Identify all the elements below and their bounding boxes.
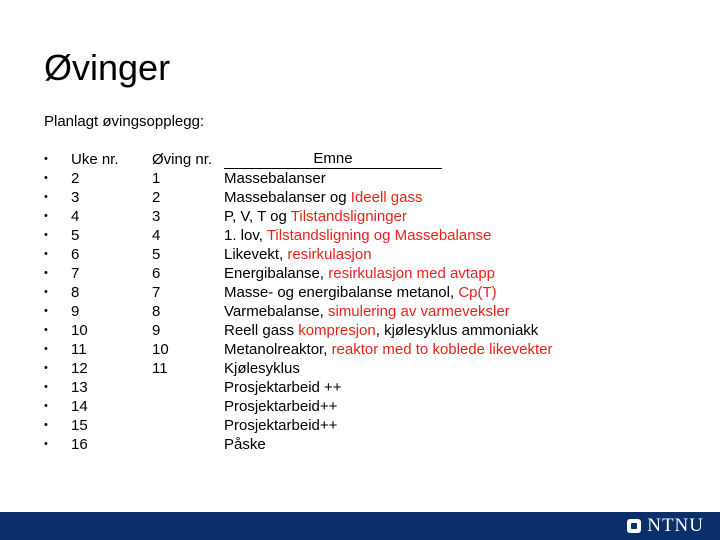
topic-segment: Reell gass bbox=[224, 322, 299, 339]
topic-segment: Massebalanser og bbox=[224, 189, 351, 206]
week-number: 16 bbox=[71, 436, 88, 453]
week-number: 8 bbox=[71, 284, 80, 301]
schedule-row bbox=[0, 359, 720, 378]
topic-text bbox=[224, 264, 495, 283]
header-week: Uke nr. bbox=[71, 151, 119, 168]
schedule-row bbox=[0, 188, 720, 207]
topic-segment: Masse- og energibalanse metanol, bbox=[224, 284, 459, 301]
exercise-number: 10 bbox=[152, 341, 169, 358]
exercise-number: 7 bbox=[152, 284, 161, 301]
week-number: 13 bbox=[71, 379, 88, 396]
ntnu-logo-icon bbox=[627, 519, 641, 533]
week-number: 6 bbox=[71, 246, 80, 263]
ntnu-logo-text: NTNU bbox=[647, 515, 704, 536]
footer-bar bbox=[0, 512, 720, 540]
bullet-icon: • bbox=[44, 419, 48, 431]
topic-text bbox=[224, 321, 538, 340]
schedule-row bbox=[0, 321, 720, 340]
topic-text bbox=[224, 340, 553, 359]
topic-highlight: resirkulasjon bbox=[287, 246, 372, 263]
slide-title: Øvinger bbox=[44, 47, 171, 88]
week-number: 2 bbox=[71, 170, 80, 187]
schedule-rows bbox=[0, 169, 720, 454]
schedule-row bbox=[0, 226, 720, 245]
topic-highlight: kompresjon bbox=[298, 322, 376, 339]
schedule-row bbox=[0, 302, 720, 321]
week-number: 15 bbox=[71, 417, 88, 434]
exercise-number: 2 bbox=[152, 189, 161, 206]
exercise-number: 3 bbox=[152, 208, 161, 225]
schedule-row bbox=[0, 169, 720, 188]
schedule-row bbox=[0, 207, 720, 226]
topic-highlight: Tilstandsligninger bbox=[290, 208, 407, 225]
bullet-icon: • bbox=[44, 324, 48, 336]
topic-segment: Varmebalanse, bbox=[224, 303, 328, 320]
bullet-icon: • bbox=[44, 153, 48, 165]
topic-text bbox=[224, 169, 326, 188]
topic-highlight: Tilstandsligning og Massebalanse bbox=[266, 227, 492, 244]
topic-segment: 1. lov, bbox=[224, 227, 267, 244]
topic-text bbox=[224, 283, 497, 302]
topic-highlight: resirkulasjon med avtapp bbox=[328, 265, 496, 282]
schedule-row bbox=[0, 245, 720, 264]
bullet-icon: • bbox=[44, 286, 48, 298]
exercise-number: 9 bbox=[152, 322, 161, 339]
exercise-number: 11 bbox=[152, 360, 168, 377]
schedule-row bbox=[0, 264, 720, 283]
topic-text bbox=[224, 397, 337, 416]
exercise-number: 6 bbox=[152, 265, 161, 282]
slide-subtitle: Planlagt øvingsopplegg: bbox=[44, 113, 205, 130]
topic-text bbox=[224, 207, 407, 226]
ntnu-logo bbox=[627, 515, 704, 537]
topic-segment: Prosjektarbeid++ bbox=[224, 417, 338, 434]
week-number: 5 bbox=[71, 227, 80, 244]
bullet-icon: • bbox=[44, 248, 48, 260]
schedule-row bbox=[0, 435, 720, 454]
week-number: 3 bbox=[71, 189, 80, 206]
topic-text bbox=[224, 378, 342, 397]
header-topic: Emne bbox=[224, 150, 442, 169]
week-number: 9 bbox=[71, 303, 80, 320]
topic-text bbox=[224, 245, 372, 264]
topic-text bbox=[224, 188, 422, 207]
bullet-icon: • bbox=[44, 172, 48, 184]
topic-segment: Likevekt, bbox=[224, 246, 288, 263]
topic-segment: Påske bbox=[224, 436, 266, 453]
topic-text bbox=[224, 359, 300, 378]
schedule-row bbox=[0, 340, 720, 359]
topic-segment: Energibalanse, bbox=[224, 265, 329, 282]
topic-highlight: Cp(T) bbox=[458, 284, 497, 301]
bullet-icon: • bbox=[44, 305, 48, 317]
week-number: 7 bbox=[71, 265, 80, 282]
schedule-row bbox=[0, 378, 720, 397]
week-number: 14 bbox=[71, 398, 88, 415]
exercise-schedule bbox=[0, 150, 720, 454]
bullet-icon: • bbox=[44, 381, 48, 393]
schedule-header-row bbox=[0, 150, 720, 169]
topic-text bbox=[224, 435, 266, 454]
bullet-icon: • bbox=[44, 343, 48, 355]
schedule-row bbox=[0, 283, 720, 302]
topic-highlight: Ideell gass bbox=[350, 189, 423, 206]
topic-text bbox=[224, 226, 491, 245]
week-number: 12 bbox=[71, 360, 88, 377]
exercise-number: 5 bbox=[152, 246, 161, 263]
bullet-icon: • bbox=[44, 362, 48, 374]
bullet-icon: • bbox=[44, 267, 48, 279]
topic-segment: Metanolreaktor, bbox=[224, 341, 332, 358]
topic-text bbox=[224, 416, 337, 435]
exercise-number: 8 bbox=[152, 303, 161, 320]
topic-text bbox=[224, 302, 510, 321]
topic-segment: , kjølesyklus ammoniakk bbox=[375, 322, 539, 339]
bullet-icon: • bbox=[44, 191, 48, 203]
bullet-icon: • bbox=[44, 210, 48, 222]
week-number: 11 bbox=[71, 341, 87, 358]
week-number: 10 bbox=[71, 322, 88, 339]
week-number: 4 bbox=[71, 208, 80, 225]
topic-highlight: reaktor med to koblede likevekter bbox=[331, 341, 553, 358]
topic-highlight: simulering av varmeveksler bbox=[327, 303, 510, 320]
exercise-number: 4 bbox=[152, 227, 161, 244]
bullet-icon: • bbox=[44, 438, 48, 450]
topic-segment: Prosjektarbeid++ bbox=[224, 398, 338, 415]
topic-segment: Prosjektarbeid ++ bbox=[224, 379, 342, 396]
topic-segment: Kjølesyklus bbox=[224, 360, 300, 377]
topic-segment: P, V, T og bbox=[224, 208, 291, 225]
bullet-icon: • bbox=[44, 229, 48, 241]
topic-segment: Massebalanser bbox=[224, 170, 326, 187]
exercise-number: 1 bbox=[152, 170, 161, 187]
schedule-row bbox=[0, 416, 720, 435]
bullet-icon: • bbox=[44, 400, 48, 412]
header-exercise: Øving nr. bbox=[152, 151, 213, 168]
schedule-row bbox=[0, 397, 720, 416]
